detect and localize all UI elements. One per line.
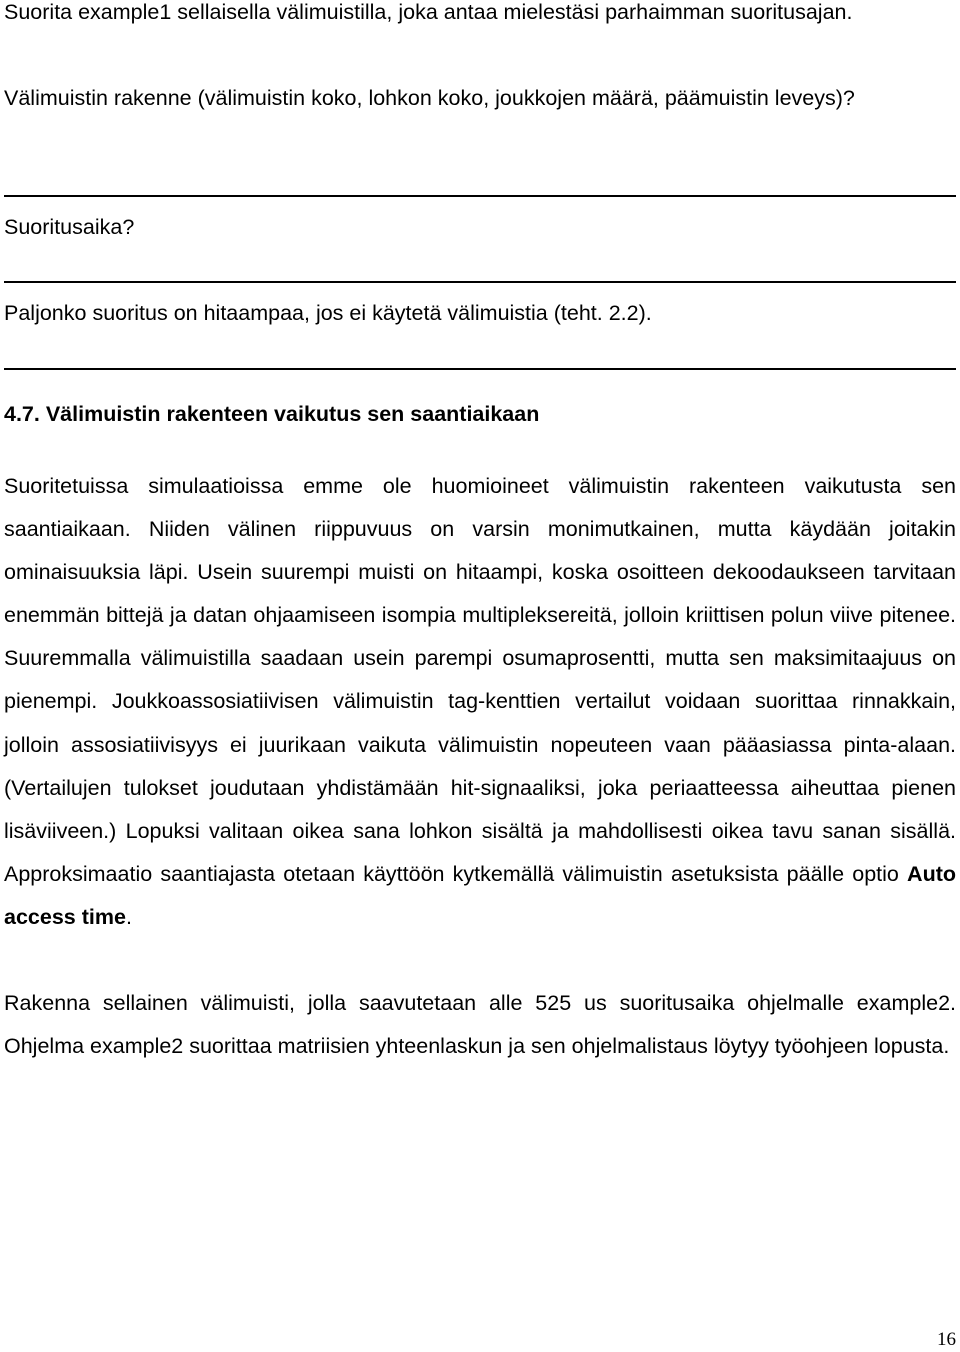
question-3: Suoritusaika? <box>4 215 135 239</box>
section-heading: 4.7. Välimuistin rakenteen vaikutus sen saantiaikaan <box>4 402 540 426</box>
answer-line-3 <box>4 368 956 370</box>
task-paragraph: Rakenna sellainen välimuisti, jolla saavutetaan alle 525 us suoritusaika ohjelmalle example2. Ohjelma example2 suorittaa matriisien yhteenlaskun ja sen ohjelmalistaus löytyy työohjeen lopusta. <box>4 991 956 1059</box>
answer-line-1 <box>4 195 956 197</box>
option-name: Auto access time <box>4 861 956 929</box>
section-body-end: . <box>125 904 132 929</box>
question-1: Suorita example1 sellaisella välimuistilla, joka antaa mielestäsi parhaimman suoritusajan. <box>4 0 853 24</box>
question-4: Paljonko suoritus on hitaampaa, jos ei käytetä välimuistia (teht. 2.2). <box>4 301 652 325</box>
page-number: 16 <box>937 1329 956 1350</box>
section-body <box>4 465 956 939</box>
question-2: Välimuistin rakenne (välimuistin koko, lohkon koko, joukkojen määrä, päämuistin leveys)? <box>4 86 855 110</box>
answer-line-2 <box>4 281 956 283</box>
section-body-text: Suoritetuissa simulaatioissa emme ole huomioineet välimuistin rakenteen vaikutusta sen saantiaikaan. Niiden välinen riippuvuus on varsin monimutkainen, mutta käydään joitakin ominaisuuksia läpi. Usein suurempi muisti on hitaampi, koska osoitteen dekoodaukseen tarvitaan enemmän bittejä ja datan ohjaamiseen isompia multipleksereitä, jolloin kriittisen polun viive pitenee. Suuremmalla välimuistilla saadaan usein parempi osumaprosentti, mutta sen maksimitaajuus on pienempi. Joukkoassosiatiivisen välimuistin tag-kenttien vertailut voidaan suorittaa rinnakkain, jolloin assosiatiivisyys ei juurikaan vaikuta välimuistin nopeuteen vaan pääasiassa pinta-alaan. (Vertailujen tulokset joudutaan yhdistämään hit-signaaliksi, joka periaatteessa aiheuttaa pienen lisäviiveen.) Lopuksi valitaan oikea sana lohkon sisältä ja mahdollisesti oikea tavu sanan sisällä. Approksimaatio saantiajasta otetaan käyttöön kytkemällä välimuistin asetuksista päälle optio <box>4 474 956 886</box>
